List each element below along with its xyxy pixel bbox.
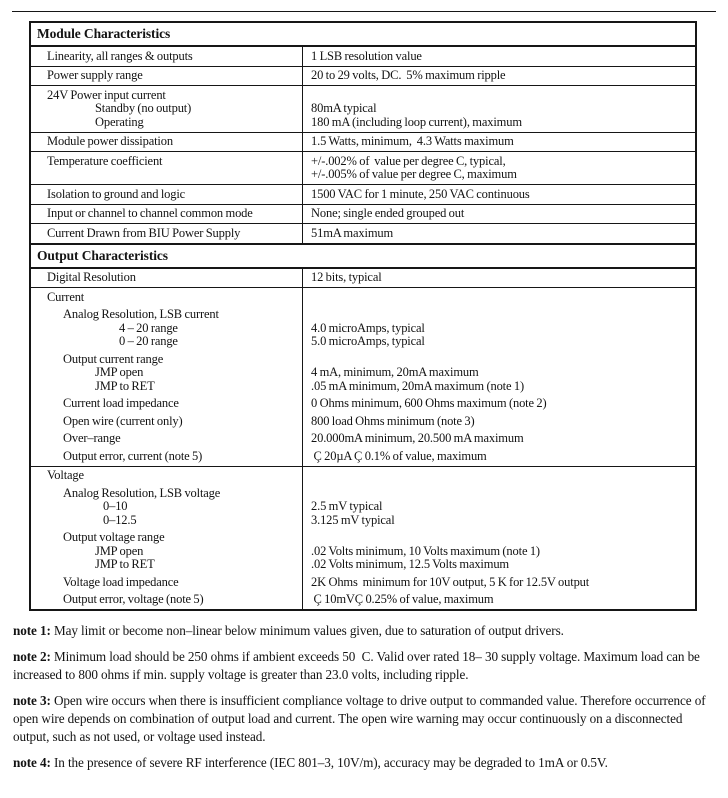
spec-label: Analog Resolution, LSB current — [63, 307, 219, 321]
spec-label: JMP to RET — [95, 557, 155, 571]
note-text: Minimum load should be 250 ohms if ambient exceeds 50 C. Valid over rated 18– 30 supply voltage. Maximum load can be increased to 800 ohms if min. supply voltage is greater than 23.0 volts, including ripple. — [13, 649, 704, 682]
section-output-characteristics — [31, 244, 695, 610]
section-module-characteristics — [31, 23, 695, 244]
module-rows — [31, 47, 695, 244]
spec-label-cell — [31, 185, 303, 204]
spec-label-cell — [31, 467, 303, 610]
spec-value: Ç 10mVÇ 0.25% of value, maximum — [311, 592, 494, 606]
spec-value-cell — [303, 86, 695, 132]
spec-row-biu-current — [31, 224, 695, 244]
spec-value: 2K Ohms minimum for 10V output, 5 K for 12.5V output — [311, 574, 590, 589]
section-header-output-characteristics: Output Characteristics — [31, 244, 695, 269]
note-4 — [13, 754, 716, 772]
notes-section — [13, 622, 716, 780]
spec-label: JMP to RET — [95, 378, 155, 393]
note-label: note 2: — [13, 649, 51, 664]
spec-value-cell — [303, 133, 695, 152]
spec-row-voltage-group — [31, 467, 695, 610]
note-text: In the presence of severe RF interference (IEC 801–3, 10V/m), accuracy may be degraded to 1mA or 0.5V. — [50, 755, 608, 770]
spec-label: 0 – 20 range — [119, 334, 178, 348]
spec-value-cell — [303, 224, 695, 243]
note-label: note 4: — [13, 755, 51, 770]
spec-label-cell — [31, 205, 303, 224]
spec-value: .05 mA minimum, 20mA maximum (note 1) — [311, 378, 524, 393]
spec-label-cell — [31, 224, 303, 243]
spec-label: JMP open — [95, 543, 144, 558]
spec-row-digital-resolution — [31, 269, 695, 289]
spec-label: Current load impedance — [63, 396, 179, 410]
spec-value-cell — [303, 152, 695, 184]
note-text: May limit or become non–linear below minimum values given, due to saturation of output drivers. — [50, 623, 564, 638]
note-2 — [13, 648, 716, 684]
spec-label: JMP open — [95, 365, 144, 379]
spec-value: .02 Volts minimum, 10 Volts maximum (note 1) — [311, 543, 540, 558]
spec-value — [311, 353, 689, 367]
spec-value — [311, 291, 689, 305]
spec-value: 2.5 mV typical — [311, 499, 383, 513]
spec-row-isolation — [31, 185, 695, 205]
spec-label: Current Drawn from BIU Power Supply — [47, 225, 241, 240]
spec-label: Output voltage range — [63, 530, 165, 544]
spec-label: Digital Resolution — [47, 270, 136, 284]
spec-label: Open wire (current only) — [63, 413, 183, 428]
spec-value: +/-.005% of value per degree C, maximum — [311, 167, 517, 181]
note-1 — [13, 622, 716, 640]
spec-row-linearity — [31, 47, 695, 67]
spec-value — [311, 89, 689, 103]
spec-label-cell — [31, 152, 303, 184]
spec-label-cell — [31, 269, 303, 288]
spec-value: 5.0 microAmps, typical — [311, 334, 425, 348]
spec-label-cell — [31, 133, 303, 152]
spec-label: Temperature coefficient — [47, 153, 163, 168]
spec-label: Power supply range — [47, 68, 143, 82]
spec-label: Analog Resolution, LSB voltage — [63, 485, 221, 500]
spec-value: 4 mA, minimum, 20mA maximum — [311, 365, 479, 379]
spec-value: 51mA maximum — [311, 225, 394, 240]
spec-label: 24V Power input current — [47, 87, 166, 102]
section-header-module-characteristics: Module Characteristics — [31, 23, 695, 47]
page-top-rule — [12, 11, 716, 12]
spec-label: Output error, voltage (note 5) — [63, 592, 204, 606]
spec-value: 180 mA (including loop current), maximum — [311, 114, 522, 129]
spec-value: 20 to 29 volts, DC. 5% maximum ripple — [311, 68, 506, 82]
spec-label: Isolation to ground and logic — [47, 186, 186, 201]
spec-label: Standby (no output) — [95, 101, 192, 115]
spec-label: 4 – 20 range — [119, 320, 178, 335]
spec-label: Output current range — [63, 351, 164, 366]
spec-value: Ç 20µA Ç 0.1% of value, maximum — [311, 448, 487, 463]
spec-value-cell — [303, 67, 695, 86]
spec-label-cell — [31, 86, 303, 132]
spec-label-cell — [31, 67, 303, 86]
spec-label-cell — [31, 47, 303, 66]
spec-value-cell — [303, 269, 695, 288]
note-3 — [13, 692, 716, 746]
spec-value — [311, 487, 689, 501]
spec-value — [311, 469, 689, 483]
spec-label: Over–range — [63, 431, 121, 445]
spec-row-power-input-current — [31, 86, 695, 133]
spec-label: Operating — [95, 114, 144, 129]
output-rows — [31, 269, 695, 610]
spec-row-common-mode — [31, 205, 695, 225]
spec-value — [311, 308, 689, 322]
spec-label: Module power dissipation — [47, 134, 173, 148]
spec-value: 20.000mA minimum, 20.500 mA maximum — [311, 431, 524, 445]
note-label: note 1: — [13, 623, 51, 638]
spec-row-temperature-coefficient — [31, 152, 695, 185]
spec-value: 0 Ohms minimum, 600 Ohms maximum (note 2) — [311, 396, 547, 410]
spec-value — [311, 531, 689, 545]
spec-label: Input or channel to channel common mode — [47, 206, 253, 220]
spec-value: 1.5 Watts, minimum, 4.3 Watts maximum — [311, 134, 514, 148]
spec-label — [31, 168, 298, 182]
spec-value-cell — [303, 47, 695, 66]
spec-label: Linearity, all ranges & outputs — [47, 48, 193, 63]
spec-label: Voltage load impedance — [63, 574, 179, 589]
spec-label: Output error, current (note 5) — [63, 448, 203, 463]
spec-label: 0–12.5 — [103, 512, 137, 527]
spec-label: Voltage — [47, 468, 84, 482]
spec-value: 3.125 mV typical — [311, 512, 395, 527]
note-text: Open wire occurs when there is insufficient compliance voltage to drive output to commanded value. Therefore occurrence of open wire depends on combination of output load and current. The open wire warning may occur continuously on a disconnected output, such as not used, or voltage used instead. — [13, 693, 709, 744]
spec-value-cell — [303, 288, 695, 466]
spec-value-cell — [303, 467, 695, 610]
spec-row-power-supply-range — [31, 67, 695, 87]
spec-label: Current — [47, 289, 85, 304]
spec-value: 12 bits, typical — [311, 270, 382, 284]
spec-value: None; single ended grouped out — [311, 206, 465, 220]
spec-value: 80mA typical — [311, 101, 377, 115]
spec-value: 4.0 microAmps, typical — [311, 320, 425, 335]
note-label: note 3: — [13, 693, 51, 708]
spec-value: .02 Volts minimum, 12.5 Volts maximum — [311, 557, 510, 571]
spec-value-cell — [303, 205, 695, 224]
spec-value: 1500 VAC for 1 minute, 250 VAC continuous — [311, 186, 530, 201]
spec-label-cell — [31, 288, 303, 466]
spec-value: 800 load Ohms minimum (note 3) — [311, 413, 475, 428]
spec-value: 1 LSB resolution value — [311, 48, 422, 63]
spec-label: 0–10 — [103, 499, 128, 513]
spec-value-cell — [303, 185, 695, 204]
spec-value: +/-.002% of value per degree C, typical, — [311, 153, 506, 168]
spec-row-power-dissipation — [31, 133, 695, 153]
specifications-table — [29, 21, 697, 611]
spec-row-current-group — [31, 288, 695, 467]
